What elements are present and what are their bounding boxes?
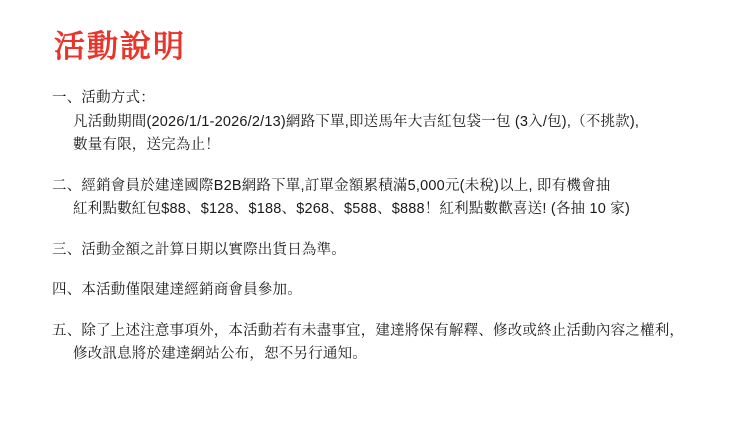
term-line: 四、本活動僅限建達經銷商會員參加。 bbox=[52, 282, 302, 299]
term-line: 紅利點數紅包$88、$128、$188、$268、$588、$888！紅利點數歡喜送! (各抽 10 家) bbox=[73, 201, 630, 218]
term-line: 凡活動期間(2026/1/1-2026/2/13)網路下單,即送馬年大吉紅包袋一包 (3入/包),（不挑款), bbox=[73, 113, 640, 130]
term-line: 一、活動方式： bbox=[52, 90, 155, 107]
list-item bbox=[52, 320, 706, 367]
terms-list bbox=[52, 87, 706, 366]
term-line: 二、經銷會員於建達國際B2B網路下單,訂單金額累積滿5,000元(未稅)以上, 即有機會抽 bbox=[52, 177, 611, 194]
term-line: 數量有限，送完為止！ bbox=[73, 137, 220, 154]
term-line: 三、活動金額之計算日期以實際出貨日為準。 bbox=[52, 241, 346, 258]
list-item bbox=[52, 175, 706, 222]
list-item bbox=[52, 87, 706, 157]
term-line: 五、除了上述注意事項外，本活動若有未盡事宜，建達將保有解釋、修改或終止活動內容之權利， bbox=[52, 322, 685, 339]
term-line: 修改訊息將於建達網站公布，恕不另行通知。 bbox=[73, 346, 367, 363]
list-item bbox=[52, 239, 706, 262]
list-item bbox=[52, 279, 706, 302]
page-title: 活動說明 bbox=[54, 29, 186, 64]
